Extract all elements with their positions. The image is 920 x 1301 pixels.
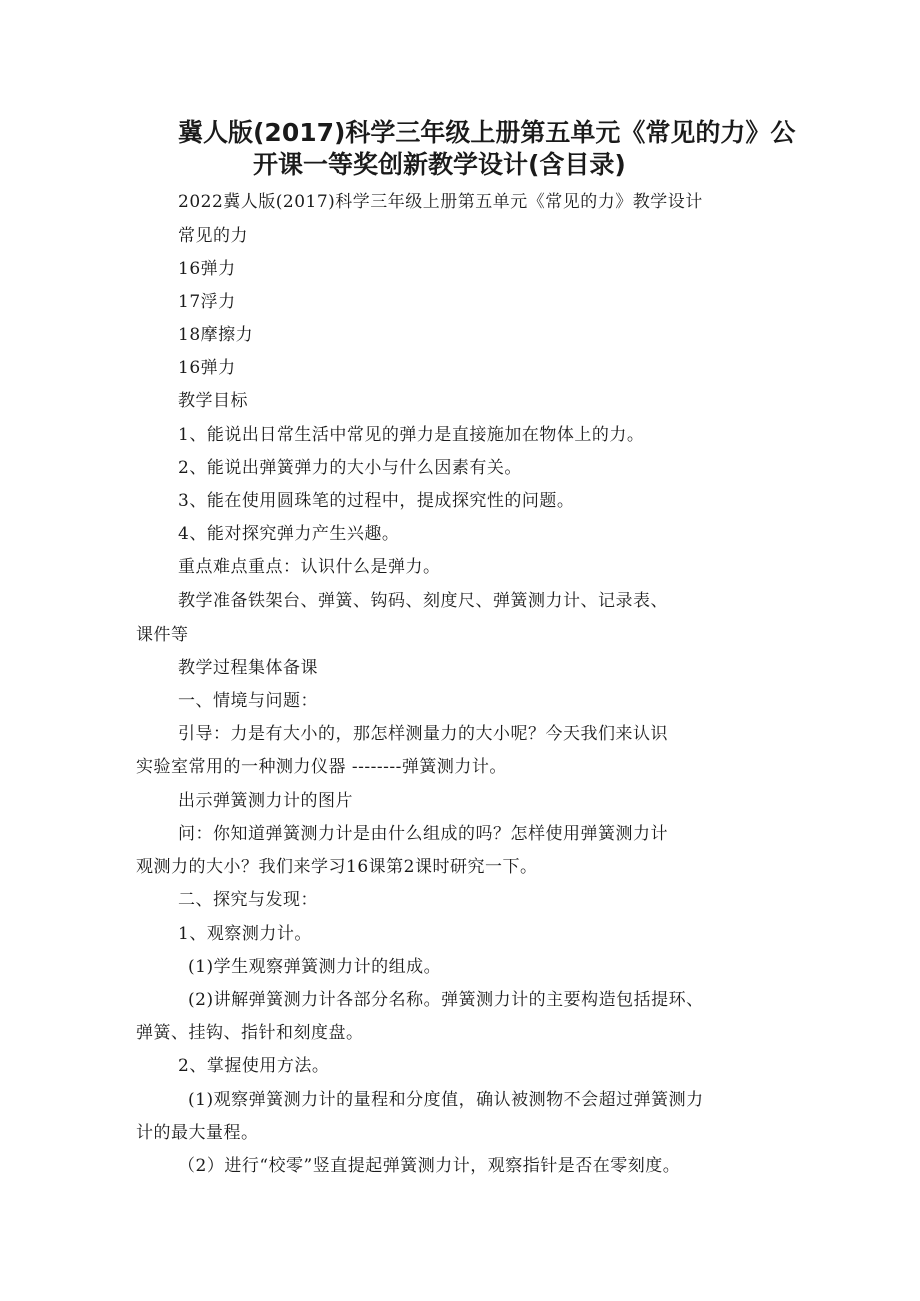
subtitle-line: 2022冀人版(2017)科学三年级上册第五单元《常见的力》教学设计: [178, 192, 703, 212]
text-line: 出示弹簧测力计的图片: [178, 791, 353, 811]
text-line: (1)学生观察弹簧测力计的组成。: [188, 957, 442, 977]
text-line: 1、能说出日常生活中常见的弹力是直接施加在物体上的力。: [178, 425, 645, 445]
text-line: 常见的力: [178, 226, 248, 246]
text-line: (2)讲解弹簧测力计各部分名称。弹簧测力计的主要构造包括提环、: [188, 990, 704, 1010]
text-line: 课件等: [136, 625, 189, 645]
text-line: 引导：力是有大小的，那怎样测量力的大小呢？今天我们来认识: [178, 724, 668, 744]
text-line: 问：你知道弹簧测力计是由什么组成的吗？怎样使用弹簧测力计: [178, 824, 668, 844]
text-line: 18摩擦力: [178, 325, 254, 345]
text-line: 17浮力: [178, 292, 236, 312]
text-line: 实验室常用的一种测力仪器 --------弹簧测力计。: [136, 757, 507, 777]
text-line: 教学准备铁架台、弹簧、钩码、刻度尺、弹簧测力计、记录表、: [178, 591, 668, 611]
text-line: 2、能说出弹簧弹力的大小与什么因素有关。: [178, 458, 522, 478]
section-heading: 二、探究与发现：: [178, 890, 318, 910]
text-line: 16弹力: [178, 259, 236, 279]
section-heading: 教学目标: [178, 391, 248, 411]
document-title-line-2: 开课一等奖创新教学设计(含目录): [253, 150, 626, 179]
text-line: 计的最大量程。: [136, 1123, 259, 1143]
text-line: 3、能在使用圆珠笔的过程中，提成探究性的问题。: [178, 491, 575, 511]
text-line: 1、观察测力计。: [178, 924, 312, 944]
document-title-line-1: 冀人版(2017)科学三年级上册第五单元《常见的力》公: [178, 118, 796, 147]
text-line: 16弹力: [178, 358, 236, 378]
text-line: 弹簧、挂钩、指针和刻度盘。: [136, 1023, 364, 1043]
text-line: 4、能对探究弹力产生兴趣。: [178, 524, 400, 544]
text-line: （2）进行“校零”竖直提起弹簧测力计，观察指针是否在零刻度。: [178, 1156, 681, 1176]
text-line: 观测力的大小？我们来学习16课第2课时研究一下。: [136, 857, 538, 877]
text-line: (1)观察弹簧测力计的量程和分度值，确认被测物不会超过弹簧测力: [188, 1090, 704, 1110]
text-line: 一、情境与问题：: [178, 691, 318, 711]
text-line: 重点难点重点：认识什么是弹力。: [178, 557, 441, 577]
section-heading: 教学过程集体备课: [178, 658, 318, 678]
text-line: 2、掌握使用方法。: [178, 1056, 330, 1076]
